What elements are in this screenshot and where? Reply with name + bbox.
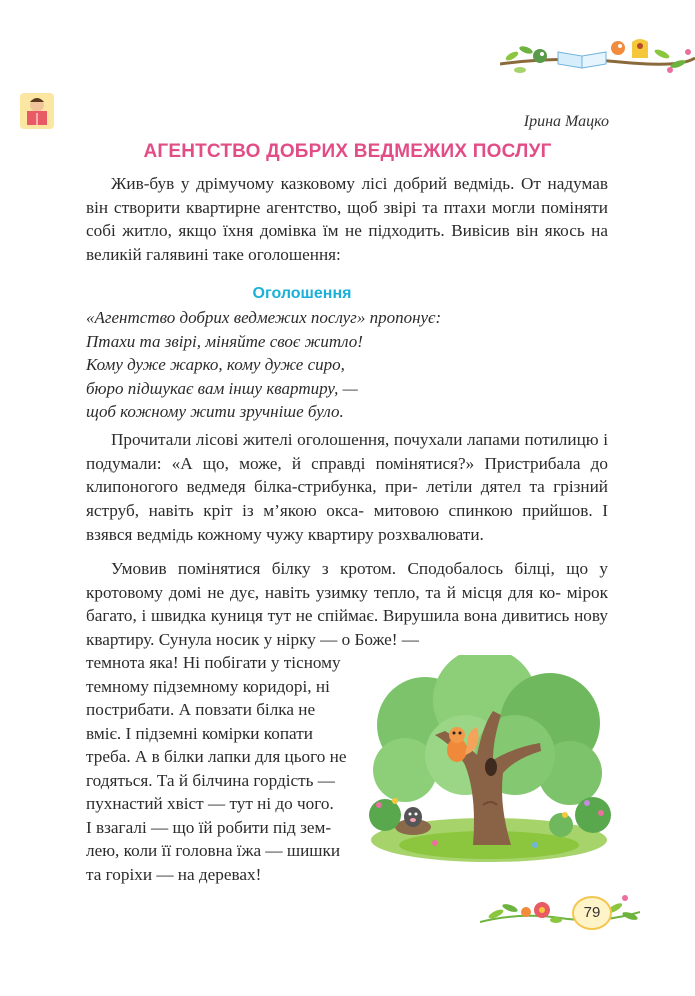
announcement-line: «Агентство добрих ведмежих послуг» пропонує: — [86, 308, 442, 327]
paragraph-3-continued — [86, 651, 360, 886]
text-line: дивитись нову квартиру. Сунула носик у нірку — о Боже! — — [86, 606, 608, 650]
announcement-text — [86, 306, 608, 424]
text-line: могли поміняти собі житло, якщо їхня домівка їм не — [86, 197, 609, 241]
text-line: треба. А в білки лапки для цього не — [86, 747, 347, 766]
text-line: пострибати. А повзати білка не — [86, 700, 316, 719]
paragraph-1 — [86, 172, 608, 267]
paragraph-2 — [86, 428, 608, 547]
tree-with-squirrel-and-mole — [365, 655, 613, 865]
story-title: АГЕНТСТВО ДОБРИХ ВЕДМЕЖИХ ПОСЛУГ — [143, 141, 552, 162]
text-line: лею, коли її головна їжа — шишки — [86, 841, 341, 860]
text-line: Прочитали лісові жителі оголошення, почухали лапами — [111, 430, 520, 449]
birds-on-branch-decoration — [500, 34, 695, 84]
text-line: квартиру розхвалювати. — [307, 524, 484, 544]
text-line: у кротовому домі не дує, навіть узимку тепло, та й місця для ко- — [86, 559, 608, 602]
text-line: потилицю і подумали: «А що, може, й справді помінятися?» — [86, 430, 608, 473]
announcement-heading: Оголошення — [252, 285, 352, 302]
text-line: темному підземному коридорі, ні — [86, 676, 330, 696]
text-line: мірок багато, і швидка куниця тут не спіймає. Вирушила вона — [86, 582, 608, 626]
text-line: та горіхи — на деревах! — [86, 864, 262, 884]
text-line: митовою спинкою прийшов. І взявся ведмідь кожному чужу — [86, 501, 608, 544]
text-line: надумав він створити квартирне агентство, щоб звірі та птахи — [86, 174, 608, 217]
announcement-line: Птахи та звірі, міняйте своє житло! — [86, 331, 363, 351]
flowers-and-snail-decoration — [480, 882, 640, 930]
text-line: Умовив помінятися білку з кротом. Сподобалось білці, що — [111, 559, 589, 578]
text-line: І взагалі — що їй робити під зем- — [86, 817, 332, 837]
announcement-line: Кому дуже жарко, кому дуже сиро, — [86, 355, 345, 375]
text-line: оголошення: — [248, 245, 341, 265]
text-line: темнота яка! Ні побігати у тісному — [86, 653, 341, 672]
text-line: підходить. Вивісив він якось на великій галявині таке — [86, 221, 608, 265]
text-line: летіли дятел та грізний яструб, навіть кріт із м’якою окса- — [86, 477, 608, 521]
text-line: годяться. Та й білчина гордість — — [86, 770, 335, 790]
text-line: вміє. І підземні комірки копати — [86, 723, 313, 743]
author-name: Ірина Мацко — [523, 113, 609, 130]
page-number: 79 — [572, 896, 612, 930]
announcement-line: бюро підшукає вам іншу квартиру, — — [86, 378, 358, 398]
text-line: Пристрибала до клипоногого ведмедя білка-стрибунка, при- — [86, 453, 609, 497]
text-line: Жив-був у дрімучому казковому лісі добрий ведмідь. От — [111, 174, 541, 193]
announcement-line: щоб кожному жити зручніше було. — [86, 402, 344, 422]
text-line: пухнастий хвіст — тут ні до чого. — [86, 794, 334, 813]
paragraph-3 — [86, 557, 608, 652]
child-reading-book-icon — [20, 93, 86, 129]
